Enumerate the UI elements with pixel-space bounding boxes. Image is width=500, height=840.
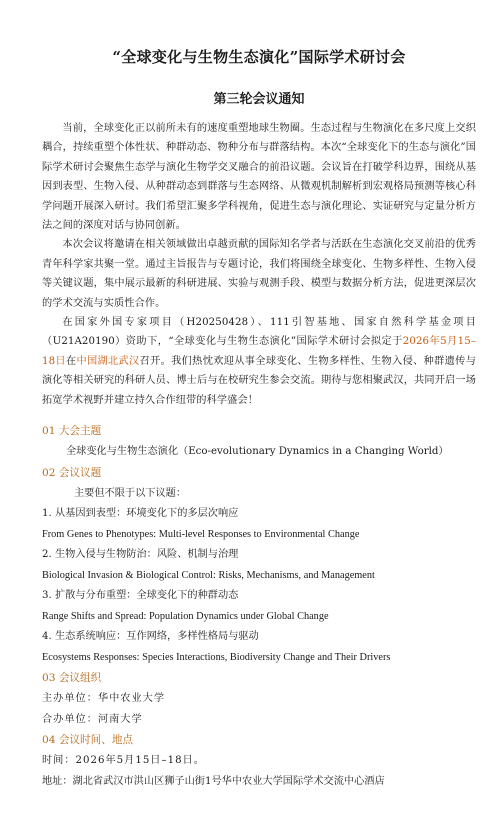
intro-paragraph-3 (42, 313, 476, 410)
conference-theme: 全球变化与生物生态演化（Eco-evolutionary Dynamics in a Changing World） (66, 446, 449, 458)
topics-intro: 主要但不限于以下议题： (74, 487, 187, 499)
conference-date: 2026年5月15–18日 (42, 336, 476, 367)
topic-4-en: Ecosystems Responses: Species Interactions, Biodiversity Change and Their Drivers (42, 651, 391, 663)
co-organizer: 合办单位：河南大学 (42, 713, 143, 725)
section-heading-time-place: 04 会议时间、地点 (42, 734, 134, 747)
funding-text: 在国家外国专家项目（H20250428）、111引智基地、国家自然科学基金项目（U21A20190）资助下，“全球变化与生物生态演化”国际学术研讨会拟定于 (42, 317, 476, 348)
document-subtitle: 第三轮会议通知 (213, 92, 305, 107)
topic-2-en: Biological Invasion & Biological Control: Risks, Mechanisms, and Management (42, 569, 375, 581)
document-title: “全球变化与生物生态演化”国际学术研讨会 (112, 48, 406, 66)
intro-paragraph-1: 当前，全球变化正以前所未有的速度重塑地球生物圈。生态过程与生物演化在多尺度上交织耦合，持续重塑个体性状、种群动态、物种分布与群落结构。本次“全球变化下的生态与演化”国际学术研讨会聚焦生态学与演化生物学交叉融合的前沿议题。会议旨在打破学科边界，围绕从基因到表型、生物入侵、从种群动态到群落与生态网络、从微观机制解析到宏观格局预测等核心科学问题开展深入研讨。我们希望汇聚多学科视角，促进生态与演化理论、实证研究与定量分析方法之间的深度对话与协同创新。 (42, 123, 476, 232)
section-heading-theme: 01 大会主题 (42, 425, 102, 438)
connector-text: 在 (65, 355, 77, 367)
topic-1-zh: 1. 从基因到表型：环境变化下的多层次响应 (42, 508, 239, 520)
organizer: 主办单位：华中农业大学 (42, 693, 166, 705)
section-heading-topics: 02 会议议题 (42, 466, 102, 479)
topic-3-zh: 3. 扩散与分布重塑：全球变化下的种群动态 (42, 590, 239, 602)
topic-2-zh: 2. 生物入侵与生物防治：风险、机制与治理 (42, 549, 239, 561)
conference-address: 地址：湖北省武汉市洪山区狮子山街1号华中农业大学国际学术交流中心酒店 (42, 775, 385, 787)
section-heading-organization: 03 会议组织 (42, 672, 102, 685)
topic-1-en: From Genes to Phenotypes: Multi-level Responses to Environmental Change (42, 528, 360, 540)
conference-place: 中国湖北武汉 (76, 355, 140, 367)
conference-time: 时间：2026年5月15日–18日。 (42, 755, 205, 767)
topic-4-zh: 4. 生态系统响应：互作网络，多样性格局与驱动 (42, 631, 259, 643)
invitation-text: 召开。我们热忱欢迎从事全球变化、生物多样性、生物入侵、种群遗传与演化等相关研究的科研人员、博士后与在校研究生参会交流。期待与您相聚武汉，共同开启一场拓宽学术视野并建立持久合作纽带的科学盛会！ (42, 355, 476, 406)
topic-3-en: Range Shifts and Spread: Population Dynamics under Global Change (42, 610, 329, 622)
intro-paragraph-2: 本次会议将邀请在相关领域做出卓越贡献的国际知名学者与活跃在生态演化交叉前沿的优秀青年科学家共聚一堂。通过主旨报告与专题讨论，我们将围绕全球变化、生物多样性、生物入侵等关键议题，集中展示最新的科研进展、实验与观测手段、模型与数据分析方法，促进更深层次的学术交流与实质性合作。 (42, 239, 476, 309)
